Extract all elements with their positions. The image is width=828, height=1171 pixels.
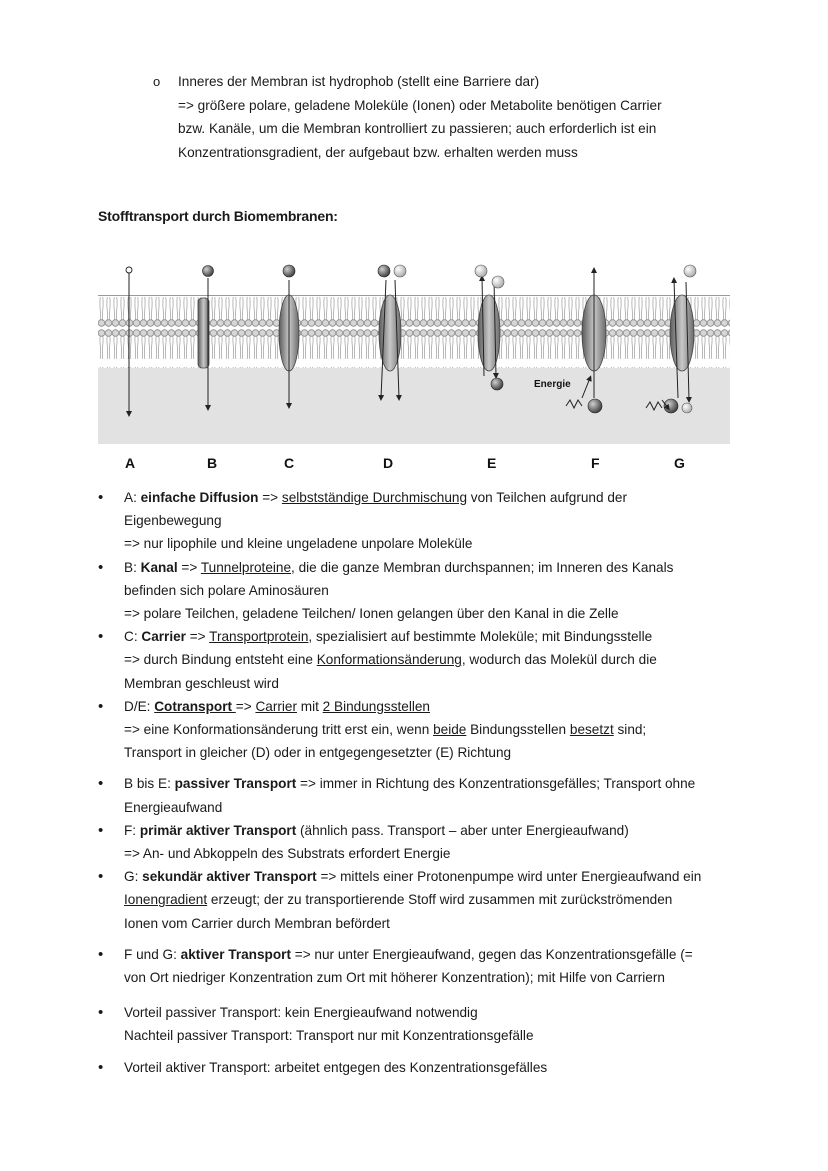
note-passive-pro-con xyxy=(96,1001,756,1047)
note-de-line2-u2: besetzt xyxy=(569,722,614,738)
note-b-prefix: B: xyxy=(124,559,141,575)
note-active-line1: • Vorteil aktiver Transport: arbeitet entgegen des Konzentrationsgefälles xyxy=(124,1059,548,1075)
note-c-line3: Membran geschleust wird xyxy=(124,675,279,691)
note-be-term: passiver Transport xyxy=(174,776,297,792)
note-fg-line2: von Ort niedriger Konzentration zum Ort mit höherer Konzentration); mit Hilfe von Carriern xyxy=(124,970,665,986)
note-b xyxy=(96,556,756,626)
note-f-prefix: F: xyxy=(124,822,140,838)
antiport-carrier-icon xyxy=(478,295,500,371)
note-g-prefix: G: xyxy=(124,869,143,885)
note-de-line2-post: sind; xyxy=(613,722,647,738)
cytoplasm-area xyxy=(98,368,730,444)
intro-bullet xyxy=(153,70,793,164)
note-de xyxy=(96,695,756,765)
note-g-term: sekundär aktiver Transport xyxy=(142,869,317,885)
figure-label-g: G xyxy=(674,455,685,471)
small-molecule-icon xyxy=(126,267,132,273)
figure-label-c: C xyxy=(284,455,295,471)
note-g-line2-underlined: Ionengradient xyxy=(124,892,208,908)
note-b-term: Kanal xyxy=(140,559,178,575)
note-a-line2: Eigenbewegung xyxy=(124,513,222,529)
note-c-term: Carrier xyxy=(141,629,186,645)
note-be-rest: => immer in Richtung des Konzentrationsgefälles; Transport ohne xyxy=(296,776,696,792)
note-passive-line1: • Vorteil passiver Transport: kein Energieaufwand notwendig xyxy=(124,1005,478,1021)
note-c-line2-post: , wodurch das Molekül durch die xyxy=(461,652,657,668)
note-b-line2: befinden sich polare Aminosäuren xyxy=(124,582,329,598)
note-b-arrow: => xyxy=(177,559,201,575)
intro-line-1: Inneres der Membran ist hydrophob (stellt eine Barriere dar) xyxy=(178,74,540,89)
figure-label-d: D xyxy=(383,455,394,471)
note-f xyxy=(96,819,756,865)
note-fg-prefix: F und G: xyxy=(124,946,181,962)
notes-list xyxy=(96,486,756,1079)
note-g-line3: Ionen vom Carrier durch Membran befördert xyxy=(124,915,390,931)
note-g xyxy=(96,865,756,935)
note-passive-line2: Nachteil passiver Transport: Transport nur mit Konzentrationsgefälle xyxy=(124,1028,534,1044)
note-be-line2: Energieaufwand xyxy=(124,799,223,815)
intro-line-3: bzw. Kanäle, um die Membran kontrolliert zu passieren; auch erforderlich ist ein xyxy=(178,121,657,136)
note-c-prefix: C: xyxy=(124,629,142,645)
note-fg-term: aktiver Transport xyxy=(180,946,291,962)
note-de-term: Cotransport xyxy=(154,698,236,714)
energy-label: Energie xyxy=(534,379,571,390)
note-a-arrow: => xyxy=(258,490,282,505)
note-c-line2-underlined: Konformationsänderung xyxy=(316,652,462,668)
note-de-underlined: Carrier xyxy=(255,698,297,714)
intro-line-2: => größere polare, geladene Moleküle (Ionen) oder Metabolite benötigen Carrier xyxy=(178,97,662,113)
note-g-rest: => mittels einer Protonenpumpe wird unter Energieaufwand ein xyxy=(316,869,702,885)
note-c-underlined: Transportprotein xyxy=(209,629,309,645)
note-c-rest: , spezialisiert auf bestimmte Moleküle; mit Bindungsstelle xyxy=(308,629,653,645)
note-c-arrow: => xyxy=(185,629,210,645)
figure-label-b: B xyxy=(207,455,218,471)
section-title: Stofftransport durch Biomembranen: xyxy=(98,208,338,224)
note-de-line2-mid: Bindungsstellen xyxy=(466,722,570,738)
note-a-line3: => nur lipophile und kleine ungeladene unpolare Moleküle xyxy=(124,536,473,552)
note-de-mid: mit xyxy=(296,698,323,714)
note-b-line3: => polare Teilchen, geladene Teilchen/ Ionen gelangen über den Kanal in die Zelle xyxy=(124,606,619,622)
note-de-line2-pre: => eine Konformationsänderung tritt erst ein, wenn xyxy=(124,722,434,738)
note-c-line2-pre: => durch Bindung entsteht eine xyxy=(124,652,317,668)
figure-label-f: F xyxy=(591,455,600,471)
note-f-line2: => An- und Abkoppeln des Substrats erfordert Energie xyxy=(124,846,451,862)
lipid-bilayer xyxy=(98,296,730,368)
note-de-arrow: => xyxy=(235,698,256,714)
membrane-transport-figure xyxy=(98,258,730,474)
note-fg xyxy=(96,943,756,989)
note-de-prefix: D/E: xyxy=(124,698,155,714)
note-a-underlined: selbstständige Durchmischung xyxy=(281,490,468,505)
note-f-term: primär aktiver Transport xyxy=(139,822,297,838)
note-de-underlined2: 2 Bindungsstellen xyxy=(322,698,430,714)
note-de-line2-u1: beide xyxy=(433,722,467,738)
figure-label-e: E xyxy=(487,455,497,471)
note-g-line2-post: erzeugt; der zu transportierende Stoff wird zusammen mit zurückströmenden xyxy=(207,892,673,908)
cotransport-pump-icon xyxy=(670,295,694,371)
membrane-diagram xyxy=(98,258,730,474)
note-de-line3: Transport in gleicher (D) oder in entgegengesetzter (E) Richtung xyxy=(124,745,512,761)
intro-bullet-marker: o xyxy=(153,74,161,89)
note-c xyxy=(96,625,756,695)
note-passive-be xyxy=(96,772,756,818)
note-f-rest: (ähnlich pass. Transport – aber unter Energieaufwand) xyxy=(296,822,629,838)
note-a xyxy=(96,486,756,556)
figure-label-a: A xyxy=(125,455,136,471)
note-active-pro xyxy=(96,1056,756,1079)
note-b-underlined: Tunnelproteine xyxy=(200,559,292,575)
note-b-rest: , die die ganze Membran durchspannen; im Inneren des Kanals xyxy=(291,559,674,575)
channel-protein-icon xyxy=(198,298,209,368)
intro-line-4: Konzentrationsgradient, der aufgebaut bzw. erhalten werden muss xyxy=(178,144,578,160)
note-fg-rest: => nur unter Energieaufwand, gegen das Konzentrationsgefälle (= xyxy=(290,946,693,962)
note-a-term: einfache Diffusion xyxy=(140,490,259,505)
note-be-prefix: B bis E: xyxy=(124,776,175,792)
note-a-rest: von Teilchen aufgrund der xyxy=(467,490,627,505)
note-a-prefix: A: xyxy=(124,490,141,505)
